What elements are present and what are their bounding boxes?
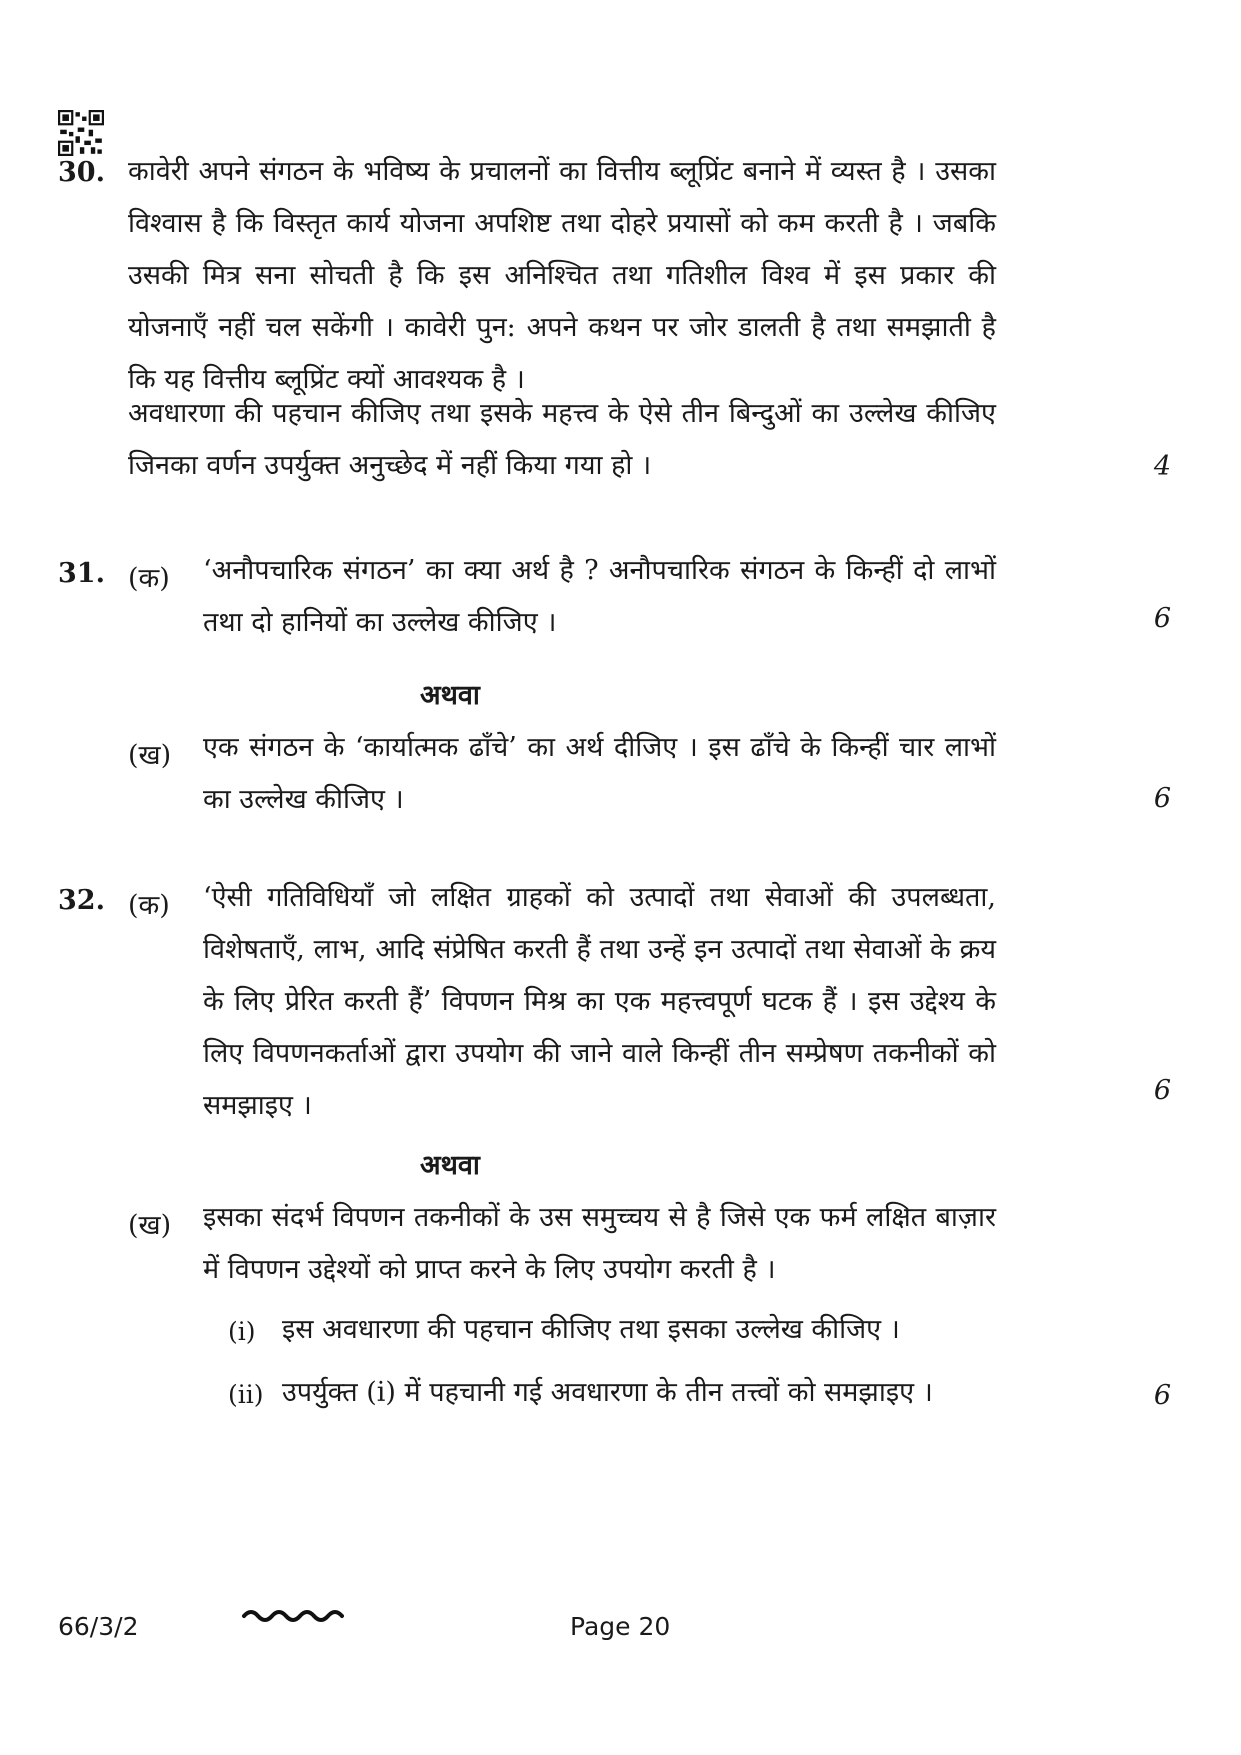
question-31-option-b-label: (ख) [128, 740, 172, 771]
question-31-option-a-label: (क) [128, 563, 170, 594]
question-30-marks: 4 [1153, 451, 1171, 482]
question-32-option-b-marks: 6 [1153, 1380, 1171, 1411]
question-32-sub-ii-text: उपर्युक्त (i) में पहचानी गई अवधारणा के तीन तत्त्वों को समझाइए । [282, 1377, 933, 1408]
question-31-option-a-marks: 6 [1153, 603, 1171, 634]
tilde-ornament [240, 1600, 352, 1630]
question-number-30: 30. [58, 157, 105, 188]
question-number-32: 32. [58, 885, 105, 916]
question-30-paragraph: कावेरी अपने संगठन के भविष्य के प्रचालनों का वित्तीय ब्लूप्रिंट बनाने में व्यस्त है । उसका विश्वास है कि विस्तृत कार्य योजना अपशिष्ट तथा दोहरे प्रयासों को कम करती है । जबकि उसकी मित्र सना सोचती है कि इस अनिश्चित तथा गतिशील विश्व में इस प्रकार की योजनाएँ नहीं चल सकेंगी । कावेरी पुन: अपने कथन पर जोर डालती है तथा समझाती है कि यह वित्तीय ब्लूप्रिंट क्यों आवश्यक है । [128, 156, 996, 395]
question-31-or-label: अथवा [420, 680, 480, 711]
question-32-or-label: अथवा [420, 1150, 480, 1181]
question-32-option-b-label: (ख) [128, 1210, 172, 1241]
question-32-sub-ii-label: (ii) [228, 1380, 264, 1409]
question-32-option-a-label: (क) [128, 890, 170, 921]
question-30-task: अवधारणा की पहचान कीजिए तथा इसके महत्त्व के ऐसे तीन बिन्दुओं का उल्लेख कीजिए जिनका वर्णन उपर्युक्त अनुच्छेद में नहीं किया गया हो । [128, 398, 996, 481]
question-32-option-a-marks: 6 [1153, 1075, 1171, 1106]
question-32-sub-i-text: इस अवधारणा की पहचान कीजिए तथा इसका उल्लेख कीजिए । [282, 1314, 900, 1345]
question-32-option-a-text: ‘ऐसी गतिविधियाँ जो लक्षित ग्राहकों को उत्पादों तथा सेवाओं की उपलब्धता, विशेषताएँ, लाभ, आदि संप्रेषित करती हैं तथा उन्हें इन उत्पादों तथा सेवाओं के क्रय के लिए प्रेरित करती हैं’ विपणन मिश्र का एक महत्त्वपूर्ण घटक हैं । इस उद्देश्य के लिए विपणनकर्ताओं द्वारा उपयोग की जाने वाले किन्हीं तीन सम्प्रेषण तकनीकों को समझाइए । [203, 882, 996, 1121]
question-31-option-b-text: एक संगठन के ‘कार्यात्मक ढाँचे’ का अर्थ दीजिए । इस ढाँचे के किन्हीं चार लाभों का उल्लेख कीजिए । [203, 732, 996, 815]
question-32-option-b-text: इसका संदर्भ विपणन तकनीकों के उस समुच्चय से है जिसे एक फर्म लक्षित बाज़ार में विपणन उद्देश्यों को प्राप्त करने के लिए उपयोग करती है । [203, 1202, 996, 1285]
question-31-option-b-marks: 6 [1153, 783, 1171, 814]
page-number: Page 20 [570, 1612, 671, 1641]
question-32-sub-i-label: (i) [228, 1317, 256, 1346]
qr-code-icon [58, 110, 104, 156]
paper-code: 66/3/2 [58, 1612, 139, 1641]
question-31-option-a-text: ‘अनौपचारिक संगठन’ का क्या अर्थ है ? अनौपचारिक संगठन के किन्हीं दो लाभों तथा दो हानियों का उल्लेख कीजिए । [203, 555, 996, 638]
question-number-31: 31. [58, 558, 105, 589]
